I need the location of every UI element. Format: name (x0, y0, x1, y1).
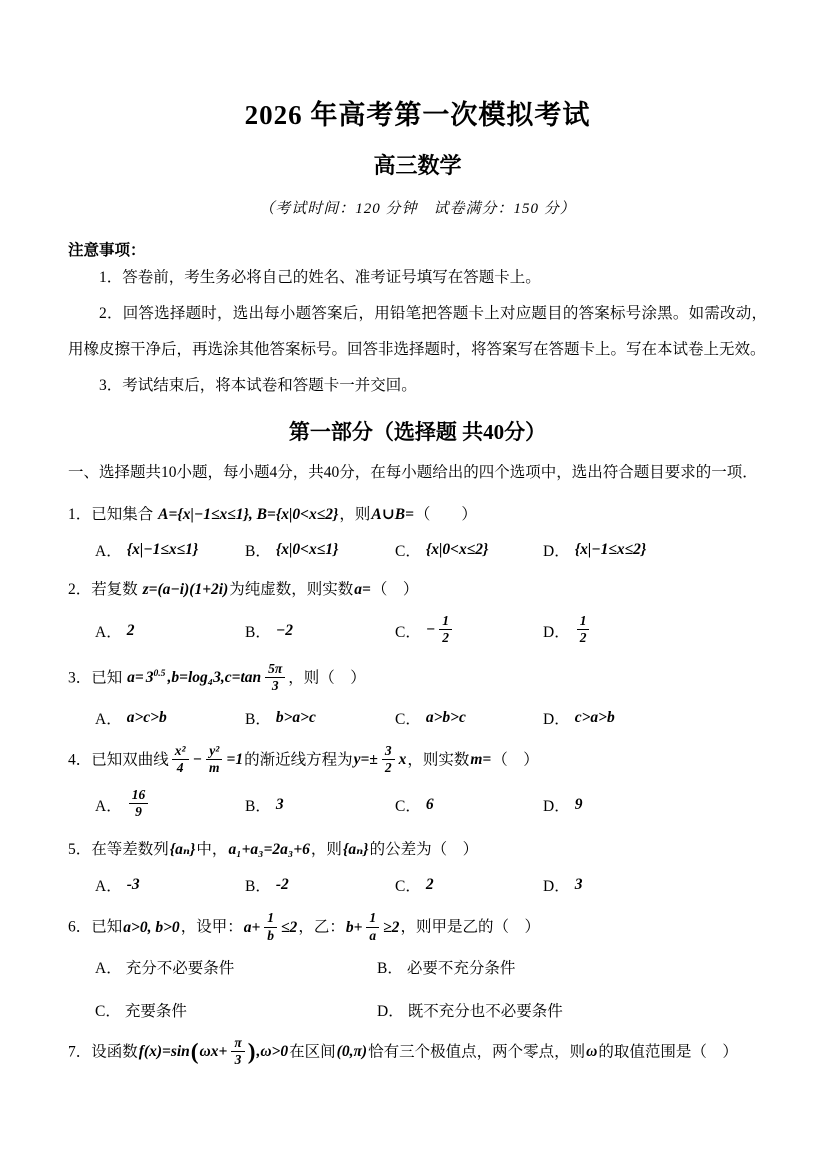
option-value: 3 (275, 795, 284, 813)
option-label: C． (395, 623, 421, 641)
question-1-options (68, 539, 767, 561)
question-3-option-c (395, 707, 543, 729)
option-value: 2 (126, 621, 135, 639)
question-6-option-d (377, 999, 767, 1021)
option-label: D． (543, 542, 570, 560)
question-5-option-a (95, 874, 245, 896)
option-label: D． (543, 797, 570, 815)
question-5-option-c (395, 874, 543, 896)
question-3 (68, 662, 767, 728)
option-label: D． (543, 878, 570, 896)
option-value: 6 (425, 795, 434, 813)
option-label: C． (395, 878, 421, 896)
option-value: 充要条件 (124, 1002, 187, 1020)
question-6-options (68, 956, 767, 1021)
question-1-option-d (543, 539, 767, 561)
question-5-stem: 5．在等差数列{aₙ}中，a₁+a₃=2a₃+6，则{aₙ}的公差为（ ） (68, 841, 479, 859)
question-4-option-b (245, 794, 395, 816)
option-value: {x|0<x≤1} (275, 540, 339, 558)
option-value: −2 (275, 621, 293, 639)
notice-heading: 注意事项： (68, 242, 146, 259)
option-value: a>c>b (126, 708, 167, 726)
option-label: C． (395, 542, 421, 560)
option-label: C． (395, 797, 421, 815)
option-label: A． (95, 878, 122, 896)
option-value: 2 (425, 876, 434, 894)
option-label: A． (95, 710, 122, 728)
question-4 (68, 744, 767, 822)
question-1 (68, 501, 767, 561)
question-4-stem: 4．已知双曲线 $\frac{\text{x²}}{4}$ − $\frac{\text{y²}}{m}$ =1的渐近线方程为y=± $\frac{3}{2}$ x，则实数m=（ ） (68, 742, 539, 775)
exam-title: 2026 年高考第一次模拟考试 (244, 100, 591, 130)
question-2-option-b (245, 620, 395, 642)
option-value: 9 (574, 795, 583, 813)
option-label: D． (543, 623, 570, 641)
question-5-options (68, 874, 767, 896)
option-label: B． (245, 710, 271, 728)
question-5 (68, 836, 767, 896)
option-label: C． (395, 710, 421, 728)
question-7 (68, 1036, 767, 1069)
notice-item-2: 2．回答选择题时，选出每小题答案后，用铅笔把答题卡上对应题目的答案标号涂黑。如需改动，用橡皮擦干净后，再选涂其他答案标号。回答非选择题时，将答案写在答题卡上。写在本试卷上无效。 (68, 304, 767, 358)
exam-subject: 高三数学 (373, 153, 462, 178)
option-label: A． (95, 623, 122, 641)
section-instructions: 一、选择题共10小题，每小题4分，共40分，在每小题给出的四个选项中，选出符合题目要求的一项． (68, 463, 758, 481)
option-value: {x|−1≤x≤2} (574, 540, 647, 558)
option-value: 既不充分也不必要条件 (407, 1002, 563, 1020)
option-label: B． (245, 542, 271, 560)
question-1-stem: 1．已知集合 A={x|−1≤x≤1}, B={x|0<x≤2}，则A∪B=（ ） (68, 505, 477, 523)
option-value: 充分不必要条件 (125, 959, 235, 977)
question-6 (68, 911, 767, 1020)
option-label: B． (245, 878, 271, 896)
question-1-option-b (245, 539, 395, 561)
option-value: b>a>c (275, 708, 316, 726)
question-3-options (68, 707, 767, 729)
option-value: -2 (275, 876, 289, 894)
notice-item-1: 1．答卷前，考生务必将自己的姓名、准考证号填写在答题卡上。 (99, 269, 541, 286)
exam-meta: （考试时间：120 分钟 试卷满分：150 分） (259, 201, 576, 217)
question-5-option-d (543, 874, 767, 896)
option-label: A． (95, 959, 122, 977)
question-2 (68, 576, 767, 648)
question-6-option-a (95, 956, 377, 978)
option-label: D． (377, 1002, 404, 1020)
question-6-option-c (95, 999, 377, 1021)
option-value: 必要不充分条件 (406, 959, 516, 977)
question-3-option-b (245, 707, 395, 729)
option-value: {x|−1≤x≤1} (126, 540, 199, 558)
option-label: A． (95, 797, 122, 815)
question-6-stem: 6．已知a>0, b>0，设甲：a+ $\frac{1}{b}$ ≤2，乙：b+ $\frac{1}{a}$ ≥2，则甲是乙的（ ） (68, 910, 540, 943)
option-label: B． (377, 959, 403, 977)
question-4-option-a (95, 788, 245, 821)
question-3-stem: 3．已知 $a= 3^{0.5}$ ,b=log₄3,c=tan $\frac{5\pi}{3}$ ，则（ ） (68, 661, 366, 694)
question-7-stem: 7．设函数f(x)=sin(ωx+ $\frac{\pi}{3}$ ),ω>0在区间(0,π)恰有三个极值点，两个零点，则ω的取值范围是（ ） (68, 1034, 738, 1068)
question-2-options (68, 614, 767, 647)
question-4-option-d (543, 794, 767, 816)
question-6-option-b (377, 956, 767, 978)
question-4-option-c (395, 794, 543, 816)
question-3-option-d (543, 707, 767, 729)
option-value: − $\frac{1}{2}$ (425, 614, 455, 647)
question-1-option-a (95, 539, 245, 561)
notice-item-3: 3．考试结束后，将本试卷和答题卡一并交回。 (99, 376, 417, 394)
option-value: {x|0<x≤2} (425, 540, 489, 558)
question-2-option-d (543, 614, 767, 647)
option-label: C． (95, 1002, 121, 1020)
section-title: 第一部分（选择题 共40分） (288, 419, 547, 444)
question-1-option-c (395, 539, 543, 561)
option-label: A． (95, 542, 122, 560)
option-label: B． (245, 623, 271, 641)
option-value: 3 (574, 876, 583, 894)
question-4-options (68, 788, 767, 821)
option-value: $\frac{1}{2}$ (574, 614, 593, 647)
option-label: B． (245, 797, 271, 815)
question-2-option-c (395, 614, 543, 647)
question-3-option-a (95, 707, 245, 729)
option-value: a>b>c (425, 708, 466, 726)
question-2-option-a (95, 620, 245, 642)
option-label: D． (543, 710, 570, 728)
question-2-stem: 2．若复数 z=(a−i)(1+2i)为纯虚数，则实数a=（ ） (68, 580, 419, 598)
option-value: -3 (126, 876, 140, 894)
option-value: c>a>b (574, 708, 615, 726)
question-5-option-b (245, 874, 395, 896)
option-value: $\frac{16}{9}$ (126, 788, 152, 821)
